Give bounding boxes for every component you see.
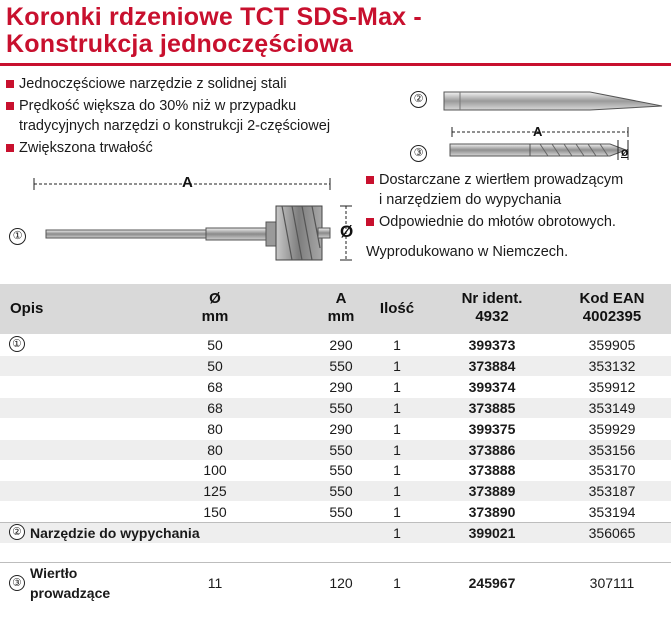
header-ilosc: Ilość — [379, 300, 415, 317]
core-bit-dim-phi-label: Ø — [340, 222, 354, 241]
bullet-square-icon — [366, 218, 374, 226]
cell-phi: 80 — [207, 421, 223, 437]
cell-a: 120 — [329, 575, 353, 591]
cell-phi: 11 — [207, 575, 223, 591]
cell-qty: 1 — [393, 442, 401, 458]
cell-qty: 1 — [393, 379, 401, 395]
table-row — [0, 335, 671, 355]
feature-bullet-2: Prędkość większa do 30% niż w przypadku tradycyjnych narzędzi o konstrukcji 2-częściowej — [6, 96, 330, 136]
cell-phi: 50 — [207, 358, 223, 374]
cell-ean: 359905 — [588, 337, 636, 353]
header-opis: Opis — [10, 300, 44, 317]
cell-nr-ident: 373890 — [468, 504, 516, 520]
pilot-dim-a-label: A — [533, 124, 543, 139]
table-row — [0, 356, 671, 376]
header-phi: Ø mm — [201, 290, 229, 325]
bullet-square-icon — [366, 176, 374, 184]
row-number-marker: ② — [9, 524, 25, 540]
push-out-tool-drawing — [440, 86, 665, 114]
cell-a: 550 — [329, 462, 353, 478]
cell-nr-ident: 245967 — [468, 575, 516, 591]
pilot-dim-phi-label: ø — [621, 145, 629, 159]
title-line-2: Konstrukcja jednoczęściowa — [6, 30, 353, 58]
header-kod-ean: Kod EAN 4002395 — [579, 290, 645, 325]
cell-qty: 1 — [393, 525, 401, 541]
cell-qty: 1 — [393, 575, 401, 591]
cell-ean: 353170 — [588, 462, 636, 478]
cell-qty: 1 — [393, 504, 401, 520]
core-bit-drawing — [30, 172, 360, 262]
cell-phi: 68 — [207, 400, 223, 416]
cell-ean: 359912 — [588, 379, 636, 395]
feature-bullet-1: Jednoczęściowe narzędzie z solidnej stali — [6, 74, 287, 94]
cell-ean: 353194 — [588, 504, 636, 520]
cell-phi: 100 — [203, 462, 227, 478]
table-row — [0, 398, 671, 418]
cell-qty: 1 — [393, 337, 401, 353]
cell-nr-ident: 373889 — [468, 483, 516, 499]
table-row — [0, 377, 671, 397]
cell-nr-ident: 399373 — [468, 337, 516, 353]
item-3-marker: ③ — [410, 145, 427, 162]
row-description: Narzędzie do wypychania — [30, 525, 200, 541]
table-row — [0, 460, 671, 480]
cell-qty: 1 — [393, 358, 401, 374]
feature-bullet-5: Odpowiednie do młotów obrotowych. — [366, 212, 616, 232]
table-header — [0, 284, 671, 334]
made-in-note: Wyprodukowano w Niemczech. — [366, 244, 569, 260]
cell-qty: 1 — [393, 421, 401, 437]
cell-ean: 356065 — [588, 525, 636, 541]
feature-bullet-3: Zwiększona trwałość — [6, 138, 153, 158]
cell-nr-ident: 373888 — [468, 462, 516, 478]
page-title — [0, 0, 671, 62]
cell-nr-ident: 373886 — [468, 442, 516, 458]
cell-a: 550 — [329, 483, 353, 499]
header-a: A mm — [327, 290, 355, 325]
header-nr-ident: Nr ident. 4932 — [461, 290, 523, 325]
title-line-1: Koronki rdzeniowe TCT SDS-Max - — [6, 3, 422, 31]
cell-ean: 353156 — [588, 442, 636, 458]
cell-a: 550 — [329, 358, 353, 374]
cell-phi: 68 — [207, 379, 223, 395]
cell-nr-ident: 399021 — [468, 525, 516, 541]
item-2-marker: ② — [410, 91, 427, 108]
bullet-square-icon — [6, 102, 14, 110]
cell-ean: 307111 — [589, 575, 635, 591]
table-row — [0, 523, 671, 543]
table-row — [0, 502, 671, 522]
item-1-marker: ① — [9, 228, 26, 245]
cell-a: 290 — [329, 421, 353, 437]
cell-a: 550 — [329, 442, 353, 458]
cell-ean: 359929 — [588, 421, 636, 437]
cell-nr-ident: 373884 — [468, 358, 516, 374]
cell-a: 290 — [329, 337, 353, 353]
bullet-square-icon — [6, 80, 14, 88]
table-row — [0, 481, 671, 501]
cell-ean: 353149 — [588, 400, 636, 416]
cell-a: 550 — [329, 504, 353, 520]
cell-qty: 1 — [393, 483, 401, 499]
cell-phi: 50 — [207, 337, 223, 353]
cell-ean: 353132 — [588, 358, 636, 374]
row-separator — [0, 522, 671, 523]
row-number-marker: ③ — [9, 575, 25, 591]
cell-ean: 353187 — [588, 483, 636, 499]
cell-a: 290 — [329, 379, 353, 395]
row-description: Wiertło prowadzące — [30, 565, 111, 601]
core-bit-dim-a-label: A — [182, 174, 193, 191]
pilot-drill-drawing — [440, 122, 665, 166]
cell-phi: 80 — [207, 442, 223, 458]
cell-phi: 125 — [203, 483, 227, 499]
table-row — [0, 419, 671, 439]
bullet-square-icon — [6, 144, 14, 152]
title-underline — [0, 63, 671, 66]
table-row — [0, 440, 671, 460]
cell-nr-ident: 373885 — [468, 400, 516, 416]
cell-a: 550 — [329, 400, 353, 416]
row-number-marker: ① — [9, 336, 25, 352]
cell-nr-ident: 399375 — [468, 421, 516, 437]
cell-qty: 1 — [393, 462, 401, 478]
table-row — [0, 563, 671, 607]
cell-nr-ident: 399374 — [468, 379, 516, 395]
cell-qty: 1 — [393, 400, 401, 416]
cell-phi: 150 — [203, 504, 227, 520]
feature-bullet-4: Dostarczane z wiertłem prowadzącym i narzędziem do wypychania — [366, 170, 623, 210]
